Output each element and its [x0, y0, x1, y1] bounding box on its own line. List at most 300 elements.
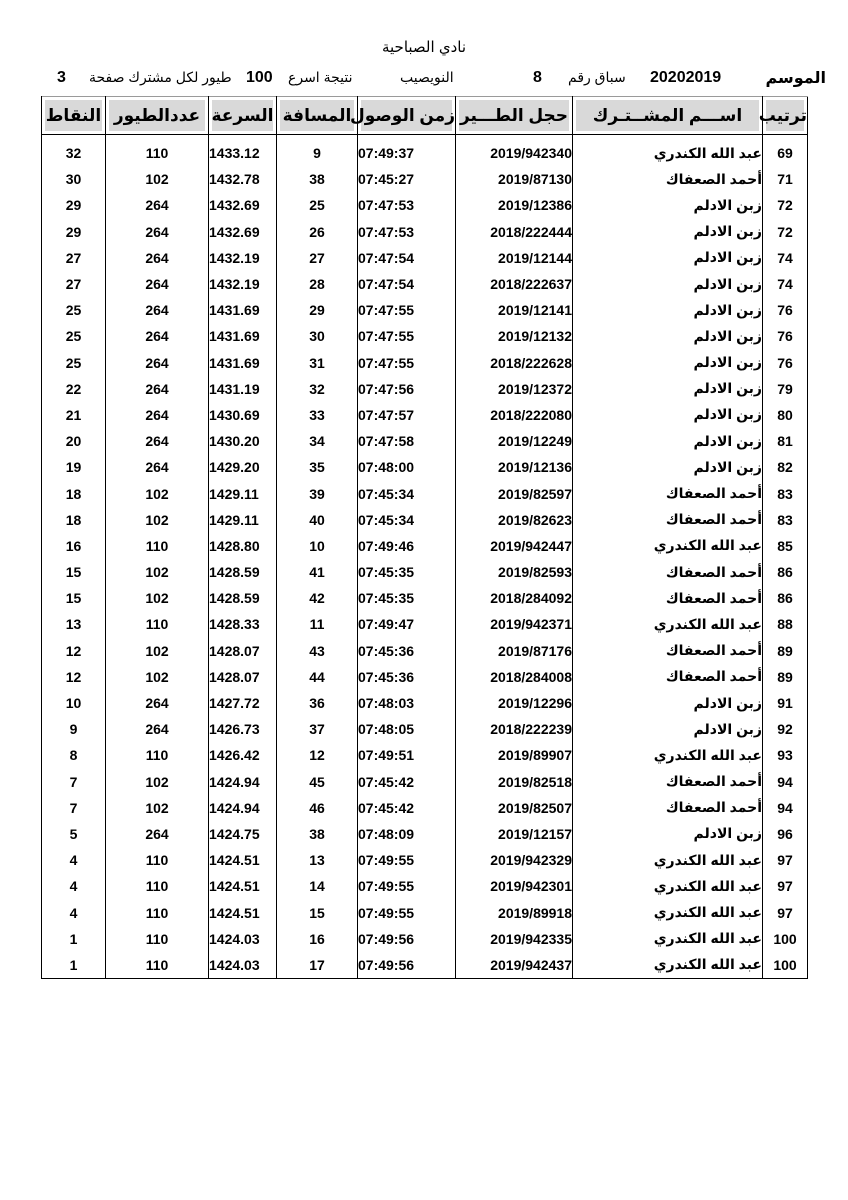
distance-cell: 32 [277, 376, 358, 402]
arrival-time-cell: 07:47:55 [358, 297, 456, 323]
distance-cell: 38 [277, 166, 358, 192]
points-cell: 18 [42, 507, 106, 533]
table-row [42, 350, 808, 376]
bird-count-cell: 110 [106, 873, 209, 899]
member-name-cell: عبد الله الكندري [573, 533, 763, 559]
distance-cell: 26 [277, 219, 358, 245]
member-name-cell: أحمد الصعفاك [573, 166, 763, 192]
speed-cell: 1428.59 [209, 559, 277, 585]
speed-cell: 1431.69 [209, 350, 277, 376]
table-row [42, 769, 808, 795]
club-name: نادي الصباحية [381, 39, 467, 56]
distance-cell: 44 [277, 664, 358, 690]
points-cell: 13 [42, 611, 106, 637]
ring-number-cell: 2019/12157 [456, 821, 573, 847]
bird-count-cell: 264 [106, 219, 209, 245]
member-name-cell: زبن الادلم [573, 245, 763, 271]
distance-cell: 33 [277, 402, 358, 428]
member-name-cell: زبن الادلم [573, 350, 763, 376]
rank-cell: 89 [763, 664, 808, 690]
rank-cell: 71 [763, 166, 808, 192]
ring-number-cell: 2018/284008 [456, 664, 573, 690]
ring-number-cell: 2019/89907 [456, 742, 573, 768]
speed-cell: 1427.72 [209, 690, 277, 716]
ring-number-cell: 2019/82507 [456, 795, 573, 821]
ring-number-cell: 2019/82518 [456, 769, 573, 795]
bird-count-cell: 102 [106, 480, 209, 506]
arrival-time-cell: 07:47:55 [358, 350, 456, 376]
speed-cell: 1428.33 [209, 611, 277, 637]
rank-cell: 96 [763, 821, 808, 847]
distance-cell: 42 [277, 585, 358, 611]
arrival-time-cell: 07:45:34 [358, 480, 456, 506]
ring-number-cell: 2018/222239 [456, 716, 573, 742]
points-cell: 21 [42, 402, 106, 428]
ring-number-cell: 2019/942340 [456, 140, 573, 166]
rank-cell: 100 [763, 952, 808, 979]
points-cell: 27 [42, 271, 106, 297]
bird-count-cell: 110 [106, 926, 209, 952]
bird-count-cell: 110 [106, 847, 209, 873]
rank-cell: 85 [763, 533, 808, 559]
table-row [42, 742, 808, 768]
rank-cell: 83 [763, 480, 808, 506]
bird-count-cell: 102 [106, 664, 209, 690]
rank-cell: 69 [763, 140, 808, 166]
member-name-cell: زبن الادلم [573, 323, 763, 349]
bird-count-cell: 110 [106, 533, 209, 559]
rank-cell: 86 [763, 585, 808, 611]
bird-count-cell: 110 [106, 742, 209, 768]
points-cell: 25 [42, 297, 106, 323]
points-cell: 10 [42, 690, 106, 716]
table-row [42, 323, 808, 349]
points-cell: 30 [42, 166, 106, 192]
ring-number-cell: 2019/12136 [456, 454, 573, 480]
ring-number-cell: 2018/222080 [456, 402, 573, 428]
bird-count-cell: 110 [106, 611, 209, 637]
distance-cell: 17 [277, 952, 358, 979]
points-cell: 19 [42, 454, 106, 480]
bird-count-cell: 102 [106, 507, 209, 533]
distance-cell: 37 [277, 716, 358, 742]
bird-count-cell: 102 [106, 795, 209, 821]
points-cell: 15 [42, 559, 106, 585]
table-row [42, 716, 808, 742]
points-cell: 1 [42, 952, 106, 979]
points-cell: 27 [42, 245, 106, 271]
rank-cell: 79 [763, 376, 808, 402]
rank-cell: 88 [763, 611, 808, 637]
bird-count-cell: 102 [106, 585, 209, 611]
ring-number-cell: 2019/942437 [456, 952, 573, 979]
bird-count-cell: 102 [106, 559, 209, 585]
member-name-cell: أحمد الصعفاك [573, 585, 763, 611]
member-name-cell: أحمد الصعفاك [573, 559, 763, 585]
rank-cell: 100 [763, 926, 808, 952]
speed-cell: 1426.42 [209, 742, 277, 768]
table-row [42, 795, 808, 821]
bird-count-cell: 102 [106, 638, 209, 664]
ring-number-cell: 2019/12296 [456, 690, 573, 716]
table-row [42, 585, 808, 611]
table-row [42, 166, 808, 192]
arrival-time-cell: 07:47:58 [358, 428, 456, 454]
result-count: 100 [246, 69, 273, 86]
arrival-time-cell: 07:48:05 [358, 716, 456, 742]
distance-cell: 36 [277, 690, 358, 716]
speed-cell: 1429.20 [209, 454, 277, 480]
bird-count-cell: 110 [106, 899, 209, 925]
points-cell: 4 [42, 873, 106, 899]
points-cell: 16 [42, 533, 106, 559]
distance-cell: 10 [277, 533, 358, 559]
member-name-cell: زبن الادلم [573, 402, 763, 428]
member-name-cell: أحمد الصعفاك [573, 480, 763, 506]
member-name-cell: زبن الادلم [573, 271, 763, 297]
points-cell: 9 [42, 716, 106, 742]
member-name-cell: عبد الله الكندري [573, 926, 763, 952]
table-row [42, 926, 808, 952]
bird-count-cell: 264 [106, 245, 209, 271]
ring-number-cell: 2019/82597 [456, 480, 573, 506]
member-name-cell: عبد الله الكندري [573, 847, 763, 873]
ring-number-cell: 2019/82623 [456, 507, 573, 533]
rank-cell: 97 [763, 873, 808, 899]
table-row [42, 507, 808, 533]
arrival-time-cell: 07:47:56 [358, 376, 456, 402]
member-name-cell: عبد الله الكندري [573, 611, 763, 637]
rank-cell: 76 [763, 297, 808, 323]
arrival-time-cell: 07:49:37 [358, 140, 456, 166]
arrival-time-cell: 07:49:55 [358, 847, 456, 873]
arrival-time-cell: 07:48:09 [358, 821, 456, 847]
table-row [42, 533, 808, 559]
table-row [42, 297, 808, 323]
distance-cell: 29 [277, 297, 358, 323]
ring-number-cell: 2019/87130 [456, 166, 573, 192]
table-row [42, 611, 808, 637]
bird-count-cell: 264 [106, 821, 209, 847]
ring-number-cell: 2018/284092 [456, 585, 573, 611]
rank-cell: 97 [763, 899, 808, 925]
speed-cell: 1426.73 [209, 716, 277, 742]
ring-number-cell: 2019/942447 [456, 533, 573, 559]
column-header-points: النقاط [42, 97, 106, 135]
speed-cell: 1432.69 [209, 192, 277, 218]
speed-cell: 1424.03 [209, 952, 277, 979]
bird-count-cell: 264 [106, 428, 209, 454]
table-row [42, 664, 808, 690]
member-name-cell: أحمد الصعفاك [573, 638, 763, 664]
ring-number-cell: 2019/82593 [456, 559, 573, 585]
speed-cell: 1428.07 [209, 664, 277, 690]
column-header-arrival-time: زمن الوصول [358, 97, 456, 135]
ring-number-cell: 2019/942329 [456, 847, 573, 873]
result-label: نتيجة اسرع [288, 69, 353, 85]
distance-cell: 41 [277, 559, 358, 585]
ring-number-cell: 2019/89918 [456, 899, 573, 925]
speed-cell: 1424.51 [209, 899, 277, 925]
bird-count-cell: 264 [106, 690, 209, 716]
bird-count-cell: 110 [106, 140, 209, 166]
points-cell: 18 [42, 480, 106, 506]
points-cell: 29 [42, 192, 106, 218]
bird-count-cell: 264 [106, 271, 209, 297]
points-cell: 12 [42, 638, 106, 664]
rank-cell: 94 [763, 769, 808, 795]
arrival-time-cell: 07:45:34 [358, 507, 456, 533]
points-cell: 15 [42, 585, 106, 611]
member-name-cell: زبن الادلم [573, 821, 763, 847]
arrival-time-cell: 07:47:54 [358, 245, 456, 271]
table-row [42, 821, 808, 847]
speed-cell: 1433.12 [209, 140, 277, 166]
bird-count-cell: 264 [106, 350, 209, 376]
distance-cell: 45 [277, 769, 358, 795]
speed-cell: 1430.20 [209, 428, 277, 454]
column-header-name: اســـم المشــتـرك [573, 97, 763, 135]
distance-cell: 35 [277, 454, 358, 480]
table-row [42, 402, 808, 428]
member-name-cell: زبن الادلم [573, 219, 763, 245]
arrival-time-cell: 07:47:57 [358, 402, 456, 428]
distance-cell: 30 [277, 323, 358, 349]
rank-cell: 74 [763, 271, 808, 297]
rank-cell: 83 [763, 507, 808, 533]
distance-cell: 13 [277, 847, 358, 873]
column-header-distance: المسافة [277, 97, 358, 135]
rank-cell: 86 [763, 559, 808, 585]
column-header-ring: حجل الطـــير [456, 97, 573, 135]
member-name-cell: أحمد الصعفاك [573, 664, 763, 690]
birds-per-member-label: طيور لكل مشترك صفحة [89, 69, 232, 85]
ring-number-cell: 2019/12141 [456, 297, 573, 323]
bird-count-cell: 264 [106, 402, 209, 428]
rank-cell: 76 [763, 350, 808, 376]
table-row [42, 480, 808, 506]
points-cell: 1 [42, 926, 106, 952]
distance-cell: 31 [277, 350, 358, 376]
table-row [42, 454, 808, 480]
table-row [42, 847, 808, 873]
table-row [42, 638, 808, 664]
arrival-time-cell: 07:47:55 [358, 323, 456, 349]
race-number: 8 [533, 69, 542, 86]
distance-cell: 16 [277, 926, 358, 952]
race-location: النويصيب [400, 69, 454, 85]
table-row [42, 952, 808, 979]
rank-cell: 93 [763, 742, 808, 768]
arrival-time-cell: 07:45:35 [358, 559, 456, 585]
member-name-cell: زبن الادلم [573, 454, 763, 480]
arrival-time-cell: 07:45:36 [358, 638, 456, 664]
speed-cell: 1432.19 [209, 245, 277, 271]
table-row [42, 376, 808, 402]
table-row [42, 873, 808, 899]
table-row [42, 559, 808, 585]
rank-cell: 80 [763, 402, 808, 428]
points-cell: 20 [42, 428, 106, 454]
arrival-time-cell: 07:49:55 [358, 899, 456, 925]
table-row [42, 428, 808, 454]
ring-number-cell: 2019/942301 [456, 873, 573, 899]
member-name-cell: زبن الادلم [573, 716, 763, 742]
distance-cell: 11 [277, 611, 358, 637]
speed-cell: 1432.69 [209, 219, 277, 245]
points-cell: 22 [42, 376, 106, 402]
season-label: الموسم [765, 70, 826, 87]
member-name-cell: عبد الله الكندري [573, 952, 763, 979]
member-name-cell: أحمد الصعفاك [573, 769, 763, 795]
rank-cell: 94 [763, 795, 808, 821]
points-cell: 4 [42, 899, 106, 925]
rank-cell: 97 [763, 847, 808, 873]
points-cell: 4 [42, 847, 106, 873]
points-cell: 8 [42, 742, 106, 768]
season-value: 20202019 [650, 69, 722, 86]
distance-cell: 25 [277, 192, 358, 218]
speed-cell: 1431.69 [209, 297, 277, 323]
arrival-time-cell: 07:49:46 [358, 533, 456, 559]
speed-cell: 1432.19 [209, 271, 277, 297]
member-name-cell: زبن الادلم [573, 376, 763, 402]
member-name-cell: عبد الله الكندري [573, 140, 763, 166]
speed-cell: 1430.69 [209, 402, 277, 428]
arrival-time-cell: 07:45:42 [358, 769, 456, 795]
table-row [42, 219, 808, 245]
member-name-cell: عبد الله الكندري [573, 742, 763, 768]
arrival-time-cell: 07:45:36 [358, 664, 456, 690]
speed-cell: 1428.07 [209, 638, 277, 664]
table-header-row [42, 97, 808, 135]
table-row [42, 192, 808, 218]
ring-number-cell: 2019/942371 [456, 611, 573, 637]
race-label: سباق رقم [568, 69, 626, 85]
points-cell: 7 [42, 795, 106, 821]
speed-cell: 1428.80 [209, 533, 277, 559]
ring-number-cell: 2018/222444 [456, 219, 573, 245]
ring-number-cell: 2018/222628 [456, 350, 573, 376]
speed-cell: 1424.94 [209, 769, 277, 795]
bird-count-cell: 102 [106, 166, 209, 192]
page-number: 3 [57, 69, 66, 86]
arrival-time-cell: 07:49:56 [358, 926, 456, 952]
results-table [41, 96, 808, 979]
distance-cell: 15 [277, 899, 358, 925]
distance-cell: 12 [277, 742, 358, 768]
table-row [42, 899, 808, 925]
points-cell: 25 [42, 323, 106, 349]
ring-number-cell: 2019/12386 [456, 192, 573, 218]
ring-number-cell: 2019/12144 [456, 245, 573, 271]
rank-cell: 74 [763, 245, 808, 271]
speed-cell: 1428.59 [209, 585, 277, 611]
rank-cell: 76 [763, 323, 808, 349]
speed-cell: 1432.78 [209, 166, 277, 192]
member-name-cell: عبد الله الكندري [573, 873, 763, 899]
speed-cell: 1431.69 [209, 323, 277, 349]
column-header-rank: ترتيب [763, 97, 808, 135]
distance-cell: 39 [277, 480, 358, 506]
bird-count-cell: 264 [106, 192, 209, 218]
arrival-time-cell: 07:49:55 [358, 873, 456, 899]
distance-cell: 34 [277, 428, 358, 454]
speed-cell: 1429.11 [209, 480, 277, 506]
speed-cell: 1424.75 [209, 821, 277, 847]
ring-number-cell: 2019/12372 [456, 376, 573, 402]
distance-cell: 9 [277, 140, 358, 166]
rank-cell: 89 [763, 638, 808, 664]
distance-cell: 28 [277, 271, 358, 297]
arrival-time-cell: 07:49:47 [358, 611, 456, 637]
arrival-time-cell: 07:47:53 [358, 192, 456, 218]
rank-cell: 91 [763, 690, 808, 716]
bird-count-cell: 110 [106, 952, 209, 979]
ring-number-cell: 2018/222637 [456, 271, 573, 297]
speed-cell: 1424.51 [209, 873, 277, 899]
points-cell: 12 [42, 664, 106, 690]
ring-number-cell: 2019/942335 [456, 926, 573, 952]
ring-number-cell: 2019/12249 [456, 428, 573, 454]
arrival-time-cell: 07:49:51 [358, 742, 456, 768]
member-name-cell: زبن الادلم [573, 690, 763, 716]
speed-cell: 1431.19 [209, 376, 277, 402]
speed-cell: 1424.51 [209, 847, 277, 873]
rank-cell: 72 [763, 219, 808, 245]
bird-count-cell: 264 [106, 323, 209, 349]
arrival-time-cell: 07:47:54 [358, 271, 456, 297]
bird-count-cell: 102 [106, 769, 209, 795]
arrival-time-cell: 07:45:35 [358, 585, 456, 611]
rank-cell: 82 [763, 454, 808, 480]
arrival-time-cell: 07:45:27 [358, 166, 456, 192]
bird-count-cell: 264 [106, 716, 209, 742]
column-header-bird-count: عددالطيور [106, 97, 209, 135]
distance-cell: 27 [277, 245, 358, 271]
points-cell: 5 [42, 821, 106, 847]
table-row [42, 690, 808, 716]
bird-count-cell: 264 [106, 376, 209, 402]
table-row [42, 140, 808, 166]
member-name-cell: زبن الادلم [573, 192, 763, 218]
table-row [42, 245, 808, 271]
column-header-speed: السرعة [209, 97, 277, 135]
distance-cell: 46 [277, 795, 358, 821]
arrival-time-cell: 07:48:00 [358, 454, 456, 480]
rank-cell: 81 [763, 428, 808, 454]
member-name-cell: زبن الادلم [573, 428, 763, 454]
points-cell: 32 [42, 140, 106, 166]
points-cell: 7 [42, 769, 106, 795]
member-name-cell: زبن الادلم [573, 297, 763, 323]
rank-cell: 72 [763, 192, 808, 218]
distance-cell: 40 [277, 507, 358, 533]
arrival-time-cell: 07:47:53 [358, 219, 456, 245]
member-name-cell: عبد الله الكندري [573, 899, 763, 925]
ring-number-cell: 2019/87176 [456, 638, 573, 664]
arrival-time-cell: 07:45:42 [358, 795, 456, 821]
distance-cell: 43 [277, 638, 358, 664]
ring-number-cell: 2019/12132 [456, 323, 573, 349]
speed-cell: 1424.03 [209, 926, 277, 952]
bird-count-cell: 264 [106, 297, 209, 323]
bird-count-cell: 264 [106, 454, 209, 480]
member-name-cell: أحمد الصعفاك [573, 507, 763, 533]
points-cell: 29 [42, 219, 106, 245]
speed-cell: 1429.11 [209, 507, 277, 533]
distance-cell: 14 [277, 873, 358, 899]
